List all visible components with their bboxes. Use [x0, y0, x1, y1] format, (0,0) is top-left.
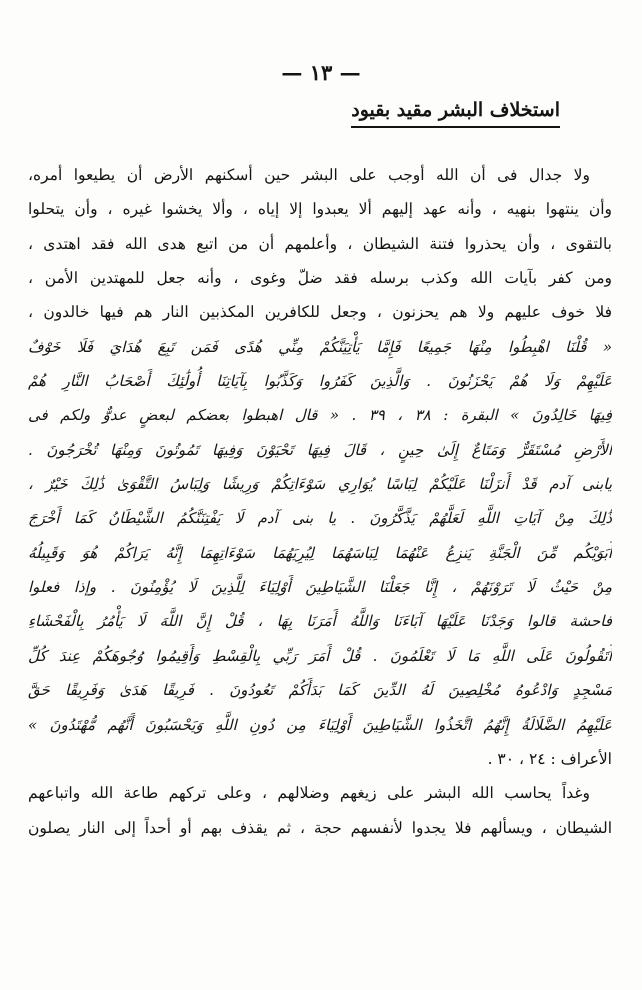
body-text: [28, 158, 612, 845]
text-line: بالتقوى ، وأن يحذروا فتنة الشيطان ، وأعلمهم أن من اتبع هدى الله فقد اهتدى ،: [28, 234, 612, 253]
quran-line: الأَرْضِ مُسْتَقَرٌّ وَمَتَاعٌ إِلَىٰ حِينٍ ، قَالَ فِيهَا تَحْيَوْنَ وَفِيهَا تَمُوتُونَ وَمِنْهَا تُخْرَجُونَ .: [28, 440, 612, 459]
quran-line: مِنْ حَيْثُ لَا تَرَوْنَهُمْ ، إِنَّا جَعَلْنَا الشَّيَاطِينَ أَوْلِيَاءَ لِلَّذِينَ لَا يُؤْمِنُونَ . وإذا فعلوا: [28, 578, 612, 597]
quran-line: ذَٰلِكَ مِنْ آيَاتِ اللَّهِ لَعَلَّهُمْ يَذَّكَّرُونَ . يا بنى آدم لَا يَفْتِنَنَّكُمُ الشَّيْطَانُ كَمَا أَخْرَجَ: [28, 509, 612, 528]
quran-line: عَلَيْهِمْ وَلَا هُمْ يَحْزَنُونَ . وَالَّذِينَ كَفَرُوا وَكَذَّبُوا بِآيَاتِنَا أُولَٰئِكَ أَصْحَابُ النَّارِ هُمْ: [28, 372, 612, 391]
quran-line: فاحشة قالوا وَجَدْنَا عَلَيْهَا آبَاءَنَا وَاللَّهُ أَمَرَنَا بِهَا ، قُلْ إِنَّ اللَّهَ لَا يَأْمُرُ بِالْفَحْشَاءِ: [28, 612, 612, 631]
text-line: ولا جدال فى أن الله أوجب على البشر حين أسكنهم الأرض أن يطيعوا أمره،: [28, 166, 590, 184]
quran-line: عَلَيْهِمُ الضَّلَالَةُ إِنَّهُمُ اتَّخَذُوا الشَّيَاطِينَ أَوْلِيَاءَ مِن دُونِ اللَّهِ وَيَحْسَبُونَ أَنَّهُم مُّهْتَدُونَ »: [28, 715, 612, 734]
text-line: فلا خوف عليهم ولا هم يحزنون ، وجعل للكافرين المكذبين النار هم فيها خالدون ،: [28, 303, 612, 322]
quran-line: أَبَوَيْكُم مِّنَ الْجَنَّةِ يَنزِعُ عَنْهُمَا لِبَاسَهُمَا لِيُرِيَهُمَا سَوْءَاتِهِمَا إِنَّهُ يَرَاكُمْ هُوَ وَقَبِيلُهُ: [28, 543, 612, 562]
text-line: وغداً يحاسب الله البشر على زيغهم وضلالهم ، وعلى تركهم طاعة الله واتباعهم: [28, 784, 590, 803]
section-heading: استخلاف البشر مقيد بقيود: [351, 99, 560, 128]
quran-line: مَسْجِدٍ وَادْعُوهُ مُخْلِصِينَ لَهُ الدِّينَ كَمَا بَدَأَكُمْ تَعُودُونَ . فَرِيقًا هَدَىٰ وَفَرِيقًا حَقَّ: [28, 681, 612, 700]
quran-line: فِيهَا خَالِدُونَ » البقرة : ٣٨ ، ٣٩ . « قال اهبطوا بعضكم لبعضٍ عدوٌّ ولكم فى: [28, 406, 612, 425]
page-number: — ١٣ —: [281, 60, 361, 85]
quran-line: يابنى آدم قَدْ أَنزَلْنَا عَلَيْكُمْ لِبَاسًا يُوَارِي سَوْءَاتِكُمْ وَرِيشًا وَلِبَاسُ التَّقْوَىٰ ذَٰلِكَ خَيْرٌ ،: [28, 475, 612, 494]
quran-line: أَتَقُولُونَ عَلَى اللَّهِ مَا لَا تَعْلَمُونَ . قُلْ أَمَرَ رَبِّي بِالْقِسْطِ وَأَقِيمُوا وُجُوهَكُمْ عِندَ كُلِّ: [28, 646, 612, 665]
quran-line: « قُلْنَا اهْبِطُوا مِنْهَا جَمِيعًا فَإِمَّا يَأْتِيَنَّكُمْ مِنِّي هُدًى فَمَن تَبِعَ هُدَايَ فَلَا خَوْفٌ: [28, 337, 612, 356]
text-line: الشيطان ، ويسألهم فلا يجدوا لأنفسهم حجة ، ثم يقذف بهم أو أحداً إلى النار يصلون: [28, 818, 612, 837]
citation-line: الأعراف : ٢٤ ، ٣٠ .: [487, 749, 612, 768]
text-line: ومن كفر بآيات الله وكذب برسله فقد ضلّ وغوى ، وأنه جعل للمهتدين الأمن ،: [28, 269, 612, 288]
text-line: وأن ينتهوا بنهيه ، وأنه عهد إليهم ألا يعبدوا إلا إياه ، وألا يخشوا غيره ، وأن يتحلوا: [28, 200, 612, 219]
